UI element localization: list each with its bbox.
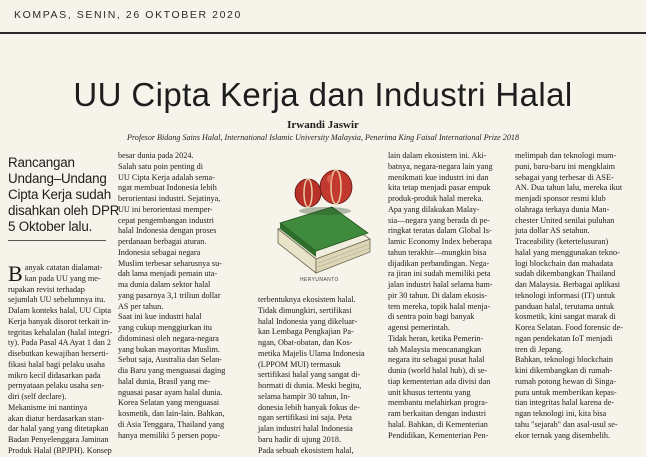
text-line: Dalam konteks halal, UU Cipta [8, 306, 112, 315]
text-line: puni, baru-baru ini mengklaim [515, 161, 616, 171]
text-line: halal Indonesia yang dikeluar- [258, 316, 358, 326]
article-column-1 [8, 261, 113, 457]
text-line: dunia (world halal hub), di se- [388, 366, 488, 375]
lede [8, 155, 120, 235]
text-line: mikro kecil didasarkan pada [8, 370, 101, 380]
text-line: Badan Penyelenggara Jaminan [8, 435, 109, 444]
text-line: dan Malaysia. Berbagai aplikasi [515, 280, 621, 289]
text-line: didominasi oleh negara-negara [118, 333, 219, 343]
text-line: ngan, Obat-obatan, dan Kos- [258, 338, 353, 347]
text-line: baru hadir di ujung 2018. [258, 434, 341, 444]
text-line: olahraga terkaya dunia Man- [515, 204, 610, 214]
text-line: kita tetap menjadi pasar empuk [388, 183, 491, 193]
text-line: kosmetik, dan lain-lain. Bahkan, [118, 409, 225, 418]
text-line: cepat pengembangan industri [118, 215, 214, 225]
headline: UU Cipta Kerja dan Industri Halal [73, 76, 573, 113]
text-line: Produk Halal (BPJPH). Konsep [8, 445, 112, 455]
text-line: Tidak dimungkiri, sertifikasi [258, 305, 352, 315]
text-line: dia Baru yang menguasai daging [118, 366, 226, 375]
lede-line: Rancangan [8, 155, 75, 170]
text-line: Kerja banyak disorot terkait in- [8, 316, 111, 326]
text-line: dijadikan perbandingan. Nega- [388, 258, 490, 268]
lede-divider [8, 240, 106, 241]
text-line: Korea Selatan. Food forensic de- [515, 323, 623, 332]
text-line: unit khusus tertentu yang [388, 387, 471, 397]
text-line: tahu "sejarah" dan asal-usul se- [515, 419, 618, 429]
text-line: Korea Selatan yang menguasai [118, 398, 220, 408]
text-line: produk-produk halal mereka. [388, 194, 484, 203]
text-line: pura untuk memberikan kepas- [515, 387, 617, 397]
text-line: Mekanisme ini nantinya [8, 402, 88, 412]
text-line: ngat membuat Indonesia lebih [118, 183, 217, 193]
text-line: kosmetik, kini sangat marak di [515, 312, 616, 322]
text-line: ram berkaitan dengan industri [388, 409, 486, 418]
text-line: agensi pemerintah. [388, 323, 450, 332]
text-line: (LPPOM MUI) termasuk [258, 359, 341, 369]
column-3-text [258, 295, 370, 456]
text-line: disebutkan kewajiban berserti- [8, 349, 109, 358]
text-line: menikmati kue industri ini dan [388, 172, 489, 182]
author-credentials: Profesor Bidang Sains Halal, International Islamic University Malaysia, Penerima King Faisal International Prize 2018 [127, 133, 519, 142]
text-line: melimpah dan teknologi mum- [515, 151, 617, 160]
text-line: perdanaan berbagai aturan. [118, 237, 207, 246]
book-and-ball-illustration [270, 151, 375, 281]
text-line: Saat ini kue industri halal [118, 312, 202, 322]
text-line: tahun terakhir—mungkin bisa [388, 247, 487, 257]
lede-line: disahkan oleh DPR [8, 203, 120, 218]
text-line: UU ini berorientasi memper- [118, 204, 213, 214]
lede-line: Cipta Kerja sudah [8, 187, 112, 202]
text-line: tah Malaysia mencanangkan [388, 344, 482, 354]
text-line: anyak catatan dialamat- [24, 263, 103, 272]
text-line: batnya, negara-negara lain yang [388, 161, 493, 171]
text-line: kan Lembaga Pengkajian Pa- [258, 327, 354, 337]
text-line: terbentuknya ekosistem halal. [258, 295, 356, 304]
text-line: ngan pendekatan IoT menjadi [515, 333, 613, 343]
text-line: tren di Jepang. [515, 344, 563, 354]
text-line: Pendidikan, Kementerian Pen- [388, 430, 489, 440]
text-line: selama hampir 30 tahun, In- [258, 391, 351, 401]
text-line: tem mereka, topik halal menja- [388, 301, 491, 311]
text-line: tian integritas halal karena de- [515, 398, 615, 408]
text-line: rupakan revisi terhadap [8, 284, 85, 294]
text-line: donesia lebih banyak fokus de- [258, 402, 360, 412]
text-line: Salah satu poin penting di [118, 161, 204, 171]
text-line: nguasai pasar ayam halal dunia. [118, 387, 223, 397]
text-line: negara itu sebagai pusat halal [388, 355, 485, 365]
text-line: Pada sebuah ekosistem halal, [258, 445, 354, 455]
text-line: sudah dikembangkan Thailand [515, 269, 616, 279]
text-line: chester United senilai puluhan [515, 215, 615, 225]
column-4-text [388, 151, 503, 441]
text-line: panduan halal, terutama untuk [515, 301, 615, 311]
text-line: lamic Economy Index beberapa [388, 237, 492, 246]
masthead: KOMPAS, SENIN, 26 OKTOBER 2020 [14, 9, 242, 21]
masthead-rule [0, 32, 646, 34]
text-line: ngan teknologi ini, kita bisa [515, 409, 607, 418]
text-line: AN. Dua tahun lalu, mereka ikut [515, 183, 623, 193]
text-line: hormati di dunia. Meski begitu, [258, 381, 362, 390]
text-line: besar dunia pada 2024. [118, 151, 194, 160]
text-line: Indonesia sebagai negara [118, 247, 201, 257]
text-line: berorientasi industri. Sejatinya, [118, 194, 221, 203]
text-line: juta dollar AS setahun. [515, 226, 590, 236]
text-line: yang cukup menggiurkan itu [118, 323, 212, 332]
text-line: hanya memiliki 5 persen popu- [118, 430, 220, 440]
text-line: sebagai yang terbesar di ASE- [515, 172, 614, 182]
text-line: UU Cipta Kerja adalah sema- [118, 172, 215, 182]
text-line: ma dunia dalam sektor halal [118, 280, 211, 289]
text-line: halal yang menggunakan tekno- [515, 247, 620, 257]
text-line: rumah potong hewan di Singa- [515, 376, 616, 386]
text-line: kan pada UU yang me- [24, 273, 101, 283]
text-line: halal Indonesia dengan proses [118, 226, 217, 236]
drop-cap: B [8, 261, 23, 286]
text-line: sia—negara yang berada di pe- [388, 215, 490, 225]
text-line: halal. Bahkan, di Kementerian [388, 419, 488, 429]
text-line: Traceability (ketertelusuran) [515, 237, 609, 246]
column-1-text [8, 263, 113, 457]
text-line: sertifikasi halal yang sangat di- [258, 370, 361, 380]
column-5-text [515, 151, 639, 441]
article-column-5 [515, 151, 639, 441]
article-column-4 [388, 151, 503, 441]
text-line: di Asia Tenggara, Thailand yang [118, 419, 225, 429]
text-line: metika Majelis Ulama Indonesia [258, 348, 365, 358]
text-line: tegritas kehalalan (halal integri- [8, 327, 113, 337]
text-line: yang bukan mayoritas Muslim. [118, 344, 220, 354]
author-name: Irwandi Jaswir [287, 119, 359, 131]
article-column-3 [258, 295, 370, 456]
text-line: di sentra poin bagi banyak [388, 312, 475, 322]
text-line: AS per tahun. [118, 301, 164, 311]
text-line: tiap kementerian ada divisi dan [388, 376, 491, 386]
text-line: ekor ternak yang disembelih. [515, 430, 611, 440]
text-line: ringkat teratas dalam Global Is- [388, 226, 492, 236]
text-line: Bahkan, teknologi blockchain [515, 355, 613, 365]
column-2-text [118, 151, 246, 441]
text-line: yang pasarnya 3,1 triliun dollar [118, 290, 221, 300]
text-line: fikasi halal bagi pelaku usaha [8, 359, 105, 369]
text-line: Apa yang dilakukan Malay- [388, 204, 480, 214]
text-line: Tidak heran, ketika Pemerin- [388, 333, 484, 343]
text-line: akan diatur berdasarkan stan- [8, 413, 105, 423]
text-line: diri (self declare). [8, 392, 67, 401]
text-line: lain dalam ekosistem ini. Aki- [388, 151, 487, 160]
text-line: ra jiran ini sudah memiliki peta [388, 269, 491, 279]
text-line: sejumlah UU sebelumnya itu. [8, 295, 106, 305]
lede-line: Undang–Undang [8, 171, 107, 186]
text-line: membantu melahirkan progra- [388, 398, 488, 408]
text-line: dah lama menjadi pemain uta- [118, 269, 218, 279]
text-line: pernyataan pelaku usaha sen- [8, 381, 105, 391]
text-line: Sebut saja, Australia dan Selan- [118, 355, 222, 365]
illustration-credit: HERYUNANTO [300, 277, 339, 283]
text-line: jalan industri halal selama ham- [388, 280, 493, 289]
text-line: menjadi sponsor resmi klub [515, 194, 606, 203]
lede-line: 5 Oktober lalu. [8, 219, 93, 234]
text-line: pir 30 tahun. Di dalam ekosis- [388, 290, 488, 300]
text-line: dar halal yang yang ditetapkan [8, 424, 109, 434]
text-line: kini dikembangkan di rumah- [515, 366, 613, 375]
text-line: logi blockchain dan mahadata [515, 258, 613, 268]
article-column-2 [118, 151, 246, 441]
text-line: ty). Pada Pasal 4A Ayat 1 dan 2 [8, 338, 111, 348]
text-line: teknologi informasi (IT) untuk [515, 290, 616, 300]
text-line: ngan sertifikasi ini saja. Peta [258, 413, 352, 423]
text-line: halal dunia, Brasil yang me- [118, 376, 211, 386]
text-line: jalan industri halal Indonesia [258, 424, 353, 433]
text-line: Muslim terbesar seharusnya su- [118, 258, 222, 268]
